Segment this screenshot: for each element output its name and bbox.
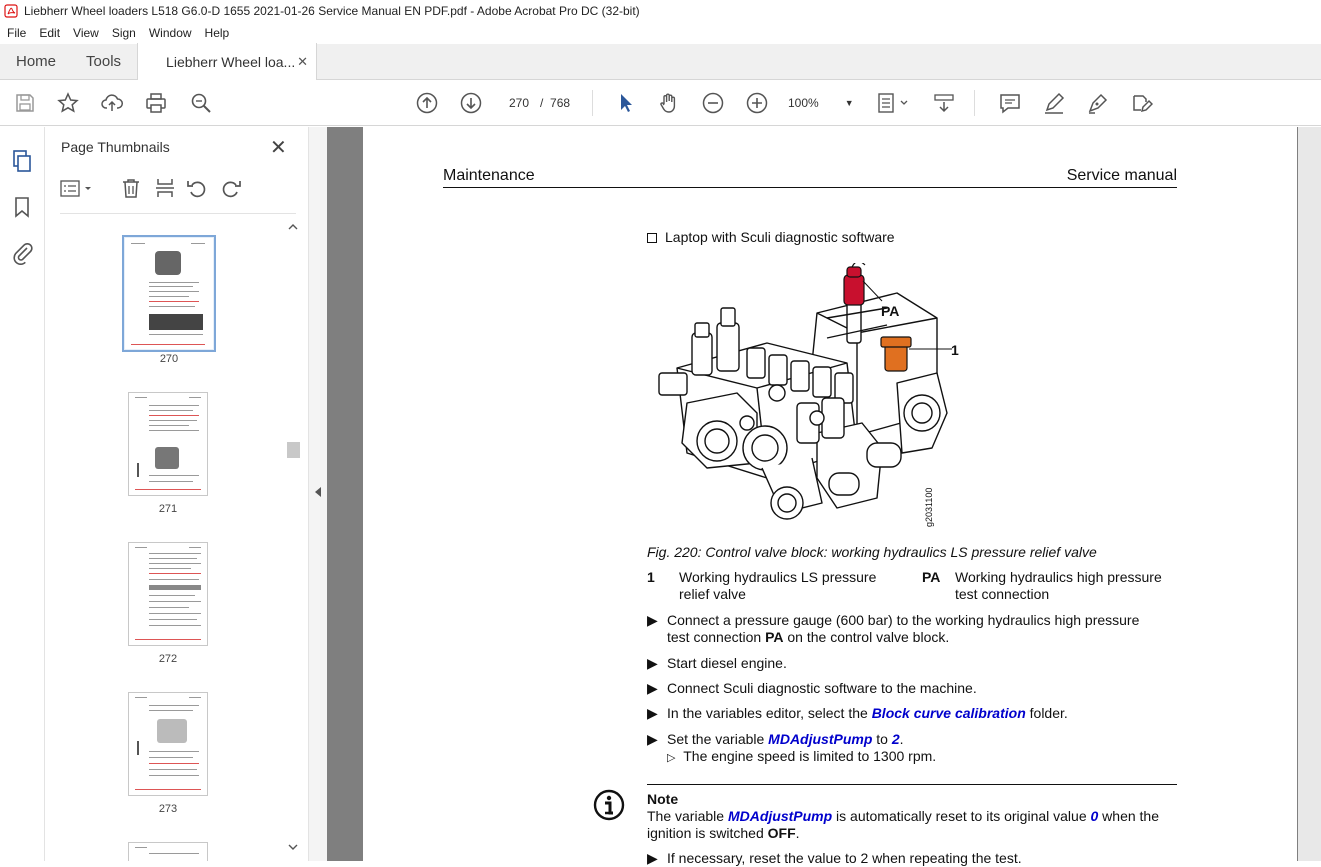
- step-bullet-icon: ▶: [647, 612, 658, 628]
- sign-pen-icon[interactable]: [1086, 91, 1110, 115]
- menu-view[interactable]: View: [73, 26, 99, 40]
- zoom-search-icon[interactable]: [189, 91, 213, 115]
- ls-pressure-relief-valve: [881, 337, 911, 371]
- comment-icon[interactable]: [998, 91, 1022, 115]
- legend-key: PA: [922, 569, 941, 585]
- toolbar-divider: [974, 90, 975, 116]
- page-header-right: Service manual: [1066, 167, 1177, 184]
- step-bullet-icon: ▶: [647, 850, 658, 866]
- thumbnail-page[interactable]: [128, 392, 208, 496]
- fit-page-icon[interactable]: [876, 91, 912, 115]
- bookmark-star-icon[interactable]: [56, 91, 80, 115]
- note-text-part: The variable: [647, 808, 728, 824]
- variable-link[interactable]: Block curve calibration: [871, 705, 1026, 721]
- collapse-panel-icon[interactable]: [314, 487, 322, 497]
- tab-document-label: Liebherr Wheel loa...: [166, 53, 296, 70]
- legend-text: Working hydraulics high pressure: [955, 569, 1162, 585]
- step-text-part: test connection: [667, 629, 766, 645]
- thumbnails-panel: [46, 127, 308, 861]
- zoom-in-icon[interactable]: [745, 91, 769, 115]
- step-bullet-icon: ▶: [647, 705, 658, 721]
- checklist-item: [647, 229, 895, 246]
- legend-text: relief valve: [679, 586, 746, 602]
- checklist-text: Laptop with Sculi diagnostic software: [665, 229, 895, 245]
- figure-caption: Fig. 220: Control valve block: working hydraulics LS pressure relief valve: [647, 544, 1097, 560]
- step-text: [667, 731, 904, 748]
- step-text-cut: If necessary, reset the value to 2 when repeating the test.: [667, 850, 1022, 866]
- page-number-input[interactable]: 270: [508, 96, 530, 110]
- pdf-page: [363, 127, 1297, 866]
- upload-icon[interactable]: [100, 91, 124, 115]
- step-text: Connect Sculi diagnostic software to the machine.: [667, 680, 977, 696]
- step-text: Connect a pressure gauge (600 bar) to the working hydraulics high pressure: [667, 612, 1140, 628]
- step-result: [667, 748, 936, 767]
- variable-link[interactable]: MDAdjustPump: [727, 808, 833, 824]
- save-icon[interactable]: [13, 91, 37, 115]
- menu-bar: [0, 22, 1321, 44]
- variable-link[interactable]: MDAdjustPump: [768, 731, 873, 747]
- zoom-out-icon[interactable]: [701, 91, 725, 115]
- step-bullet-icon: ▶: [647, 680, 658, 696]
- note-text-part: is automatically reset to its original value: [832, 808, 1091, 824]
- hand-tool-icon[interactable]: [657, 91, 681, 115]
- menu-help[interactable]: Help: [204, 26, 230, 40]
- menu-file[interactable]: File: [7, 26, 27, 40]
- variable-value: 2: [891, 731, 900, 747]
- navigation-rail: [0, 127, 45, 861]
- print-icon[interactable]: [144, 91, 168, 115]
- zoom-value: 100%: [788, 96, 819, 110]
- step-text: Start diesel engine.: [667, 655, 787, 671]
- panel-toolbar: [58, 177, 298, 201]
- thumbnail-content: [129, 843, 207, 861]
- panel-splitter[interactable]: [308, 127, 327, 861]
- note-rule: [647, 784, 1177, 785]
- previous-page-icon[interactable]: [415, 91, 439, 115]
- tab-document[interactable]: [137, 43, 317, 80]
- rotate-clockwise-icon[interactable]: [220, 177, 242, 199]
- thumbnail-label: 273: [158, 803, 178, 815]
- note-text-part: ignition is switched: [647, 825, 768, 841]
- zoom-select[interactable]: [788, 91, 858, 115]
- select-cursor-icon[interactable]: [614, 91, 638, 115]
- legend-text: Working hydraulics LS pressure: [679, 569, 877, 585]
- highlight-pen-icon[interactable]: [1042, 91, 1066, 115]
- step-bold: PA: [765, 629, 784, 645]
- delete-page-icon[interactable]: [120, 177, 142, 199]
- scroll-up-icon[interactable]: [287, 221, 299, 233]
- title-bar: [0, 0, 1321, 22]
- note-text: [647, 825, 800, 842]
- note-text: [647, 808, 1159, 825]
- options-menu-icon[interactable]: [60, 179, 94, 199]
- tab-home[interactable]: Home: [16, 52, 57, 70]
- menu-window[interactable]: Window: [148, 26, 192, 40]
- page-count: [540, 96, 570, 110]
- info-icon: [593, 789, 625, 821]
- step-text-part: to: [872, 731, 892, 747]
- variable-value: 0: [1090, 808, 1099, 824]
- figure-code: g2031100: [924, 487, 934, 527]
- step-text-part: on the control valve block.: [783, 629, 950, 645]
- step-text-part: folder.: [1025, 705, 1068, 721]
- thumbnail-label: 272: [158, 653, 178, 665]
- note-text-part: .: [795, 825, 800, 841]
- tab-close-button[interactable]: ✕: [297, 53, 309, 69]
- legend-key: 1: [647, 569, 655, 585]
- step-text-part: Set the variable: [667, 731, 769, 747]
- document-viewer: [327, 127, 1321, 866]
- next-page-icon[interactable]: [459, 91, 483, 115]
- note-title: Note: [647, 791, 679, 807]
- thumbnails-list: [60, 213, 296, 861]
- panel-close-button[interactable]: ✕: [270, 137, 287, 159]
- page-thumbnails-icon[interactable]: [10, 149, 34, 173]
- page-header-left: Maintenance: [443, 167, 535, 184]
- checkbox-icon: [647, 233, 657, 243]
- thumbnail-content: [125, 238, 213, 349]
- edit-document-icon[interactable]: [1130, 91, 1154, 115]
- acrobat-icon: [4, 4, 18, 18]
- panel-title: Page Thumbnails: [61, 139, 170, 155]
- step-result-text: The engine speed is limited to 1300 rpm.: [683, 748, 937, 764]
- toolbar-divider: [592, 90, 593, 116]
- step-text-part: .: [899, 731, 904, 747]
- extract-page-icon[interactable]: [154, 177, 176, 199]
- menu-sign[interactable]: Sign: [111, 26, 136, 40]
- thumbnail-page[interactable]: [122, 235, 216, 352]
- tab-bar: [0, 44, 1321, 80]
- thumbnail-page[interactable]: [128, 842, 208, 861]
- right-tools-pane[interactable]: [1298, 127, 1321, 861]
- menu-edit[interactable]: Edit: [39, 26, 61, 40]
- scrollbar-thumb[interactable]: [287, 442, 300, 458]
- label-pa: PA: [881, 303, 900, 319]
- page-sep: /: [540, 96, 544, 110]
- chevron-down-icon: ▼: [844, 98, 854, 108]
- label-1: 1: [951, 342, 959, 358]
- step-text-part: In the variables editor, select the: [667, 705, 872, 721]
- attachments-icon[interactable]: [10, 241, 34, 265]
- step-text: [667, 705, 1068, 722]
- header-rule: [443, 187, 1177, 188]
- thumbnail-page[interactable]: [128, 692, 208, 796]
- legend-text: test connection: [955, 586, 1050, 602]
- thumbnail-label: 271: [158, 503, 178, 515]
- scroll-down-icon[interactable]: [287, 841, 299, 853]
- step-bullet-icon: ▶: [647, 655, 658, 671]
- thumbnail-content: [129, 543, 207, 645]
- control-valve-block-illustration: [647, 263, 967, 535]
- pa-test-connection: [844, 263, 865, 305]
- note-bold: OFF: [767, 825, 796, 841]
- window-title: Liebherr Wheel loaders L518 G6.0-D 1655 2021-01-26 Service Manual EN PDF.pdf - Adobe Acrobat Pro DC (32-bit): [24, 4, 640, 18]
- rotate-counterclockwise-icon[interactable]: [186, 177, 208, 199]
- result-arrow-icon: ▷: [667, 752, 676, 764]
- thumbnail-page[interactable]: [128, 542, 208, 646]
- thumbnail-content: [129, 393, 207, 495]
- scroll-mode-icon[interactable]: [932, 91, 956, 115]
- tab-tools[interactable]: Tools: [86, 52, 122, 70]
- bookmarks-icon[interactable]: [10, 195, 34, 219]
- total-pages: 768: [550, 96, 571, 110]
- thumbnail-label: 270: [159, 353, 179, 365]
- thumbnail-content: [129, 693, 207, 795]
- step-text: [667, 629, 949, 646]
- note-text-part: when the: [1098, 808, 1160, 824]
- step-bullet-icon: ▶: [647, 731, 658, 747]
